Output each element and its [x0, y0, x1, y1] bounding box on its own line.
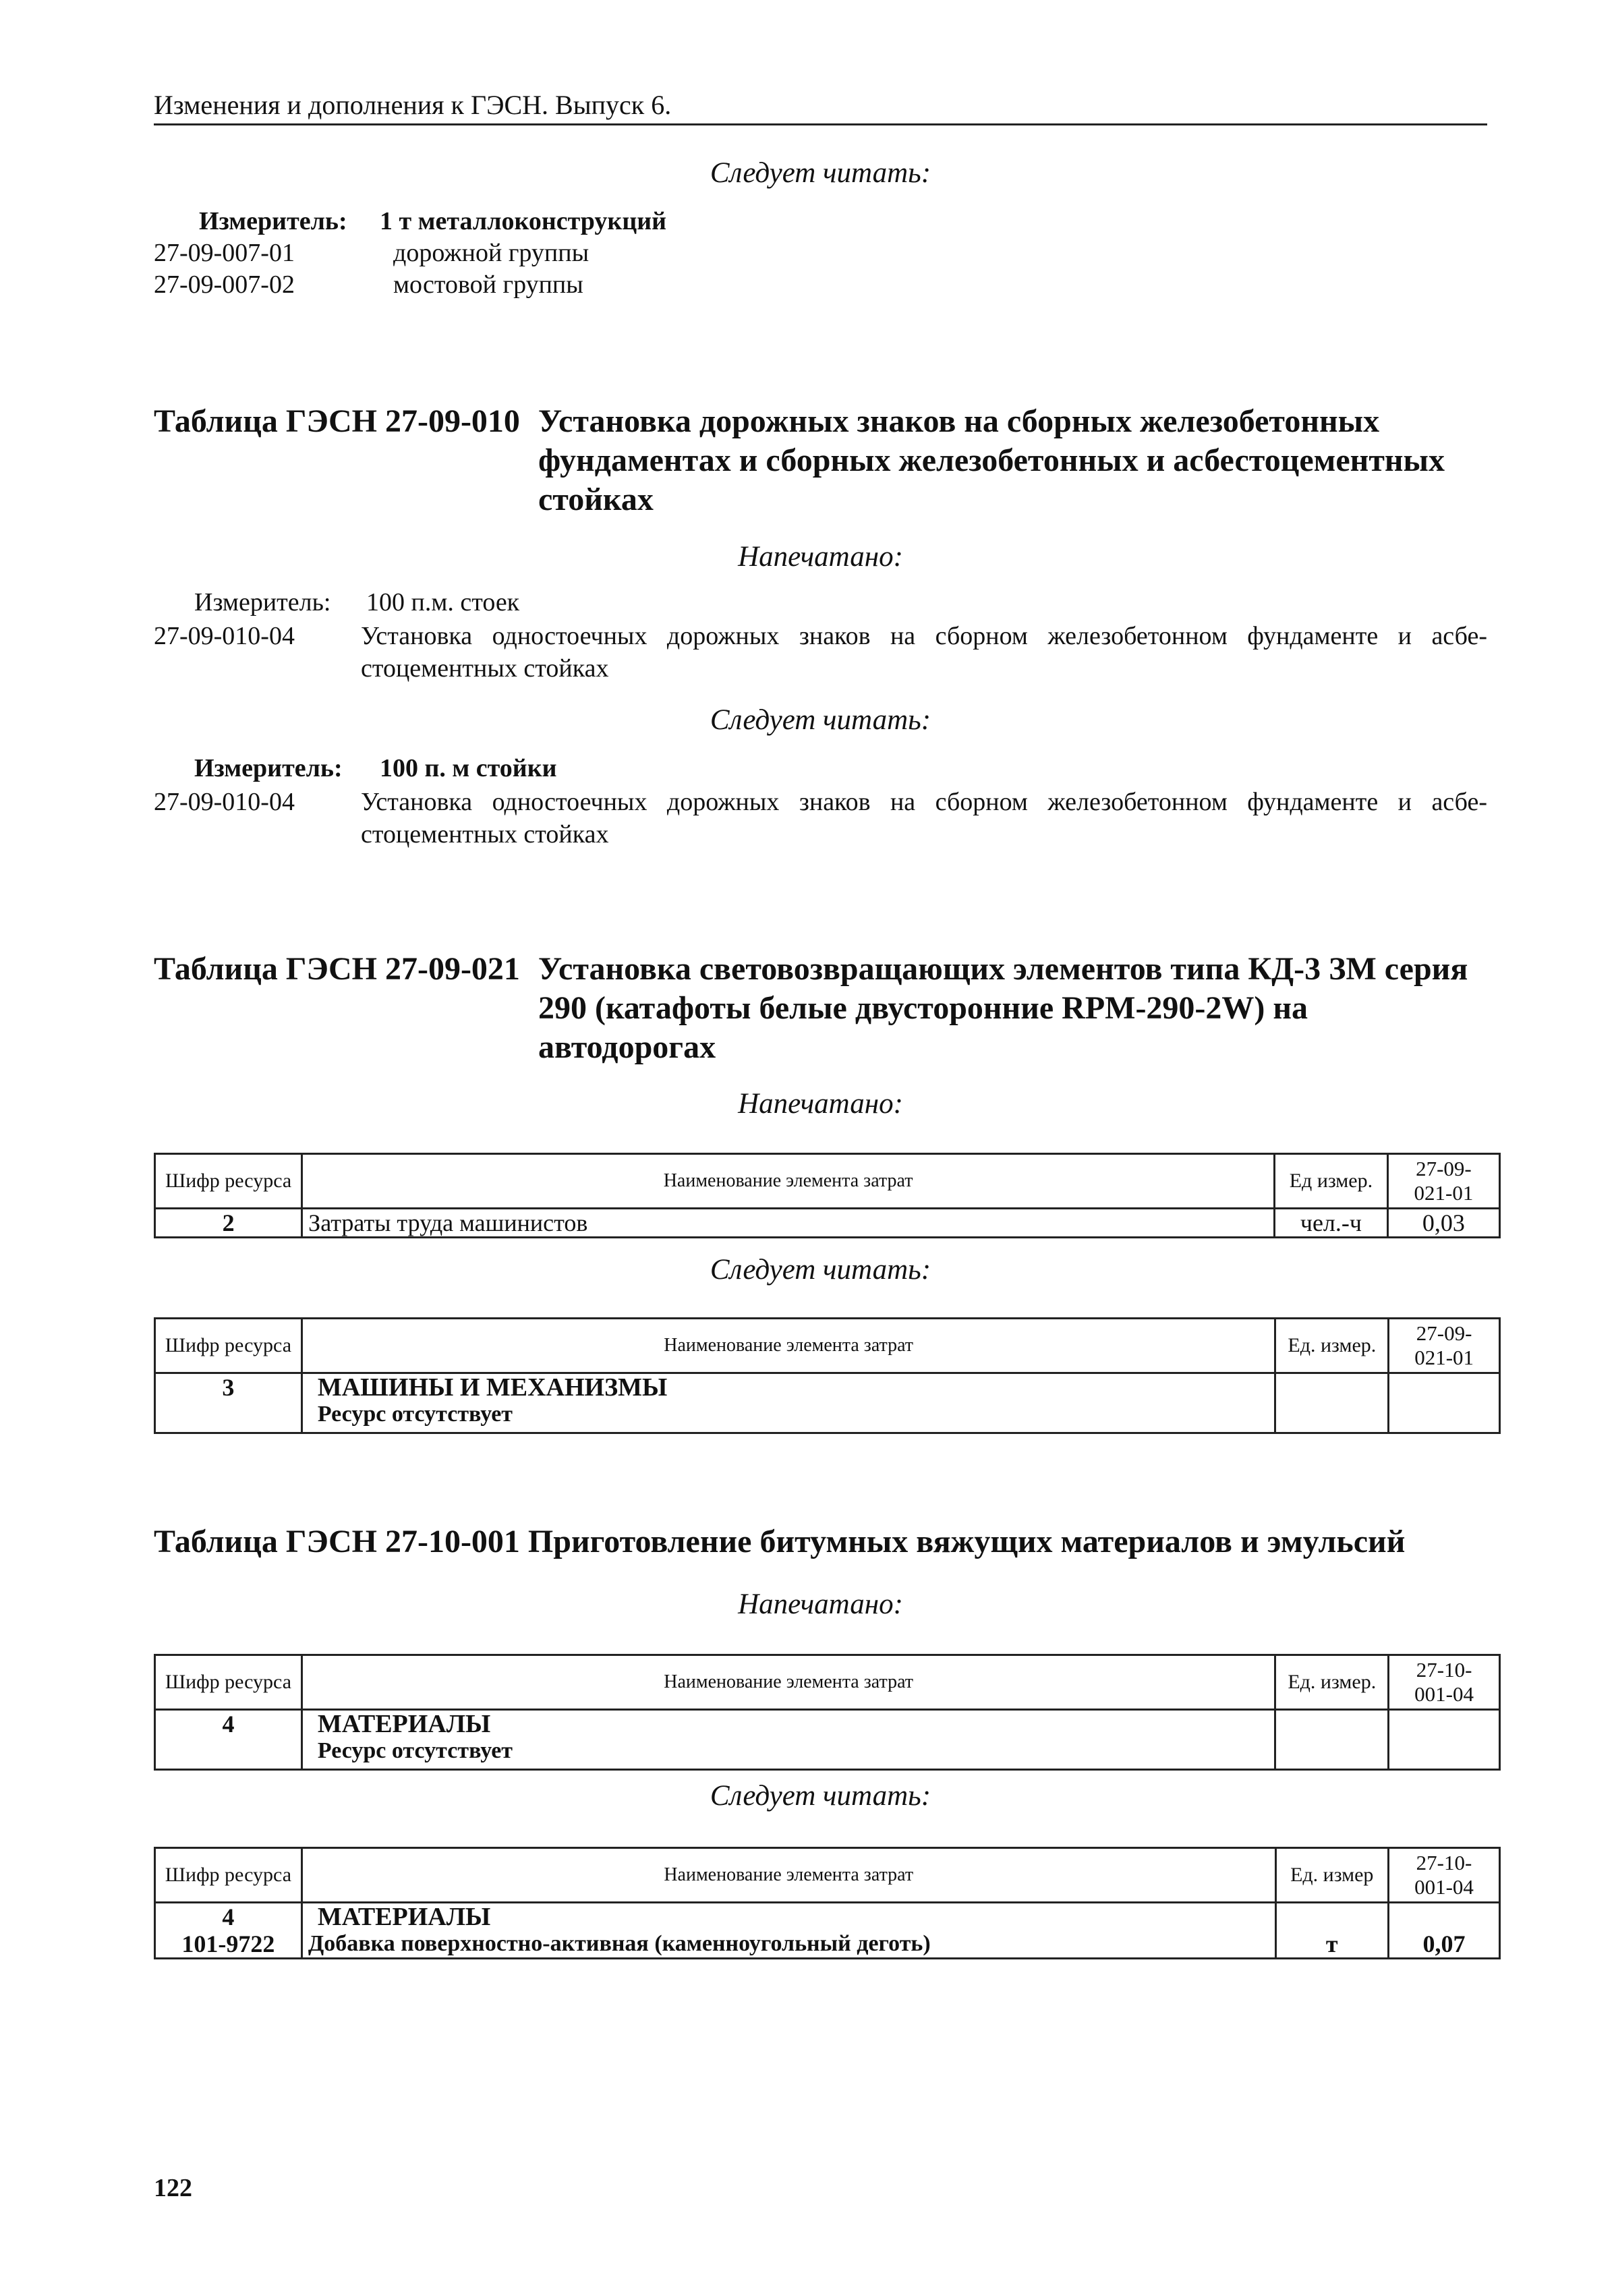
- follows-code-2: 27-09-010-04: [154, 788, 295, 816]
- section-title-27-09-021: [154, 950, 1489, 1071]
- header-element-name: Наименование элемента затрат: [301, 1848, 1275, 1903]
- header-rule: [154, 123, 1487, 125]
- cell-value: [1388, 1903, 1499, 1931]
- cell-code: 3: [155, 1373, 302, 1433]
- header-norm-code-line1: 27-09-: [1416, 1321, 1472, 1345]
- follows-meter-value-2: 100 п. м стойки: [380, 754, 557, 782]
- header-norm-code-line1: 27-09-: [1416, 1157, 1472, 1180]
- table-header-row: [155, 1655, 1500, 1710]
- printed-label-2: Напечатано:: [738, 541, 903, 573]
- header-norm-code-line2: 001-04: [1414, 1875, 1474, 1899]
- header-norm-code-line2: 021-01: [1414, 1181, 1474, 1205]
- follows-label-2: Следует читать:: [710, 704, 931, 736]
- header-unit: Ед. измер.: [1275, 1319, 1389, 1373]
- header-norm-code-line2: 021-01: [1414, 1346, 1474, 1369]
- header-norm-code-line1: 27-10-: [1416, 1658, 1472, 1682]
- cell-value: 0,03: [1387, 1209, 1499, 1238]
- table-follows-27-09-021: [154, 1317, 1501, 1434]
- table-printed-27-10-001: [154, 1654, 1501, 1771]
- cell-code: 4: [155, 1903, 302, 1931]
- cell-value: [1389, 1373, 1500, 1433]
- running-header: Изменения и дополнения к ГЭСН. Выпуск 6.: [154, 90, 672, 120]
- cell-name-note: Ресурс отсутствует: [317, 1738, 513, 1763]
- follows-label-3: Следует читать:: [710, 1254, 931, 1286]
- section-title-label: Таблица ГЭСН 27-09-010: [154, 403, 520, 439]
- meter-label-1: Измеритель:: [199, 207, 347, 235]
- table-printed-27-09-021: [154, 1153, 1501, 1238]
- section-title-label: Таблица ГЭСН 27-09-021: [154, 951, 520, 987]
- header-norm-code-line2: 001-04: [1414, 1682, 1474, 1706]
- follows-label-1: Следует читать:: [710, 157, 931, 189]
- cell-name-note: Ресурс отсутствует: [317, 1402, 513, 1427]
- item-text-2: мостовой группы: [393, 270, 583, 299]
- cell-name-category: МАТЕРИАЛЫ: [317, 1710, 491, 1738]
- table-row: [155, 1209, 1500, 1238]
- table-header-row: [155, 1848, 1500, 1903]
- follows-meter-label-2: Измеритель:: [194, 754, 343, 782]
- header-norm-code-line1: 27-10-: [1416, 1851, 1472, 1874]
- header-unit: Ед. измер: [1275, 1848, 1388, 1903]
- printed-label-3: Напечатано:: [738, 1088, 903, 1120]
- cell-value: 0,07: [1388, 1930, 1499, 1959]
- cell-name: [301, 1710, 1275, 1770]
- cell-name: МАТЕРИАЛЫ: [301, 1903, 1275, 1931]
- header-element-name: Наименование элемента затрат: [302, 1154, 1275, 1209]
- header-element-name: Наименование элемента затрат: [301, 1319, 1275, 1373]
- table-header-row: [155, 1154, 1500, 1209]
- follows-text-line2-2: стоцементных стойках: [361, 820, 609, 849]
- table-follows-27-10-001: [154, 1847, 1501, 1959]
- printed-label-4: Напечатано:: [738, 1588, 903, 1620]
- table-row: [155, 1373, 1500, 1433]
- page-number: 122: [154, 2174, 192, 2202]
- header-element-name: Наименование элемента затрат: [301, 1655, 1275, 1710]
- cell-code: 4: [155, 1710, 302, 1770]
- section-title-text: Установка световозвращающих элементов типа КД-3 ЗМ серия 290 (катафоты белые двусторонние RPM-290-2W) на автодорогах: [538, 951, 1468, 1065]
- item-code-2: 27-09-007-02: [154, 270, 295, 299]
- printed-meter-value-2: 100 п.м. стоек: [366, 588, 520, 616]
- follows-label-4: Следует читать:: [710, 1780, 931, 1812]
- cell-name: Затраты труда машинистов: [302, 1209, 1275, 1238]
- item-code-1: 27-09-007-01: [154, 239, 295, 267]
- printed-text-line2-2: стоцементных стойках: [361, 654, 609, 683]
- header-resource-code: Шифр ресурса: [155, 1655, 302, 1710]
- cell-name-category: МАШИНЫ И МЕХАНИЗМЫ: [317, 1373, 668, 1402]
- cell-name: [301, 1373, 1275, 1433]
- header-resource-code: Шифр ресурса: [155, 1848, 302, 1903]
- table-row: [155, 1710, 1500, 1770]
- meter-value-1: 1 т металлоконструкций: [380, 207, 667, 235]
- header-resource-code: Шифр ресурса: [155, 1319, 302, 1373]
- section-title-27-09-010: [154, 402, 1489, 523]
- section-title-27-10-001: Таблица ГЭСН 27-10-001 Приготовление битумных вяжущих материалов и эмульсий: [154, 1524, 1406, 1559]
- cell-unit: т: [1275, 1930, 1388, 1959]
- printed-text-line1-2: Установка одностоечных дорожных знаков на сборном железобетонном фундаменте и асбе-: [361, 622, 1487, 650]
- header-unit: Ед. измер.: [1275, 1655, 1389, 1710]
- header-resource-code: Шифр ресурса: [155, 1154, 302, 1209]
- header-norm-code: [1389, 1319, 1500, 1373]
- printed-code-2: 27-09-010-04: [154, 622, 295, 650]
- cell-name: Добавка поверхностно-активная (каменноугольный деготь): [301, 1930, 1275, 1959]
- cell-unit: [1275, 1373, 1389, 1433]
- cell-unit: чел.-ч: [1275, 1209, 1388, 1238]
- header-norm-code: [1387, 1154, 1499, 1209]
- header-norm-code: [1388, 1848, 1499, 1903]
- printed-meter-label-2: Измеритель:: [194, 588, 331, 616]
- cell-value: [1389, 1710, 1500, 1770]
- table-header-row: [155, 1319, 1500, 1373]
- follows-text-line1-2: Установка одностоечных дорожных знаков на сборном железобетонном фундаменте и асбе-: [361, 788, 1487, 816]
- cell-unit: [1275, 1903, 1388, 1931]
- cell-code: 101-9722: [155, 1930, 302, 1959]
- header-norm-code: [1389, 1655, 1500, 1710]
- table-row: [155, 1930, 1500, 1959]
- item-text-1: дорожной группы: [393, 239, 589, 267]
- header-unit: Ед измер.: [1275, 1154, 1388, 1209]
- table-row: [155, 1903, 1500, 1931]
- cell-code: 2: [155, 1209, 302, 1238]
- cell-unit: [1275, 1710, 1389, 1770]
- section-title-text: Установка дорожных знаков на сборных железобетонных фундаментах и сборных железобетонных и асбестоцементных стойках: [538, 403, 1445, 517]
